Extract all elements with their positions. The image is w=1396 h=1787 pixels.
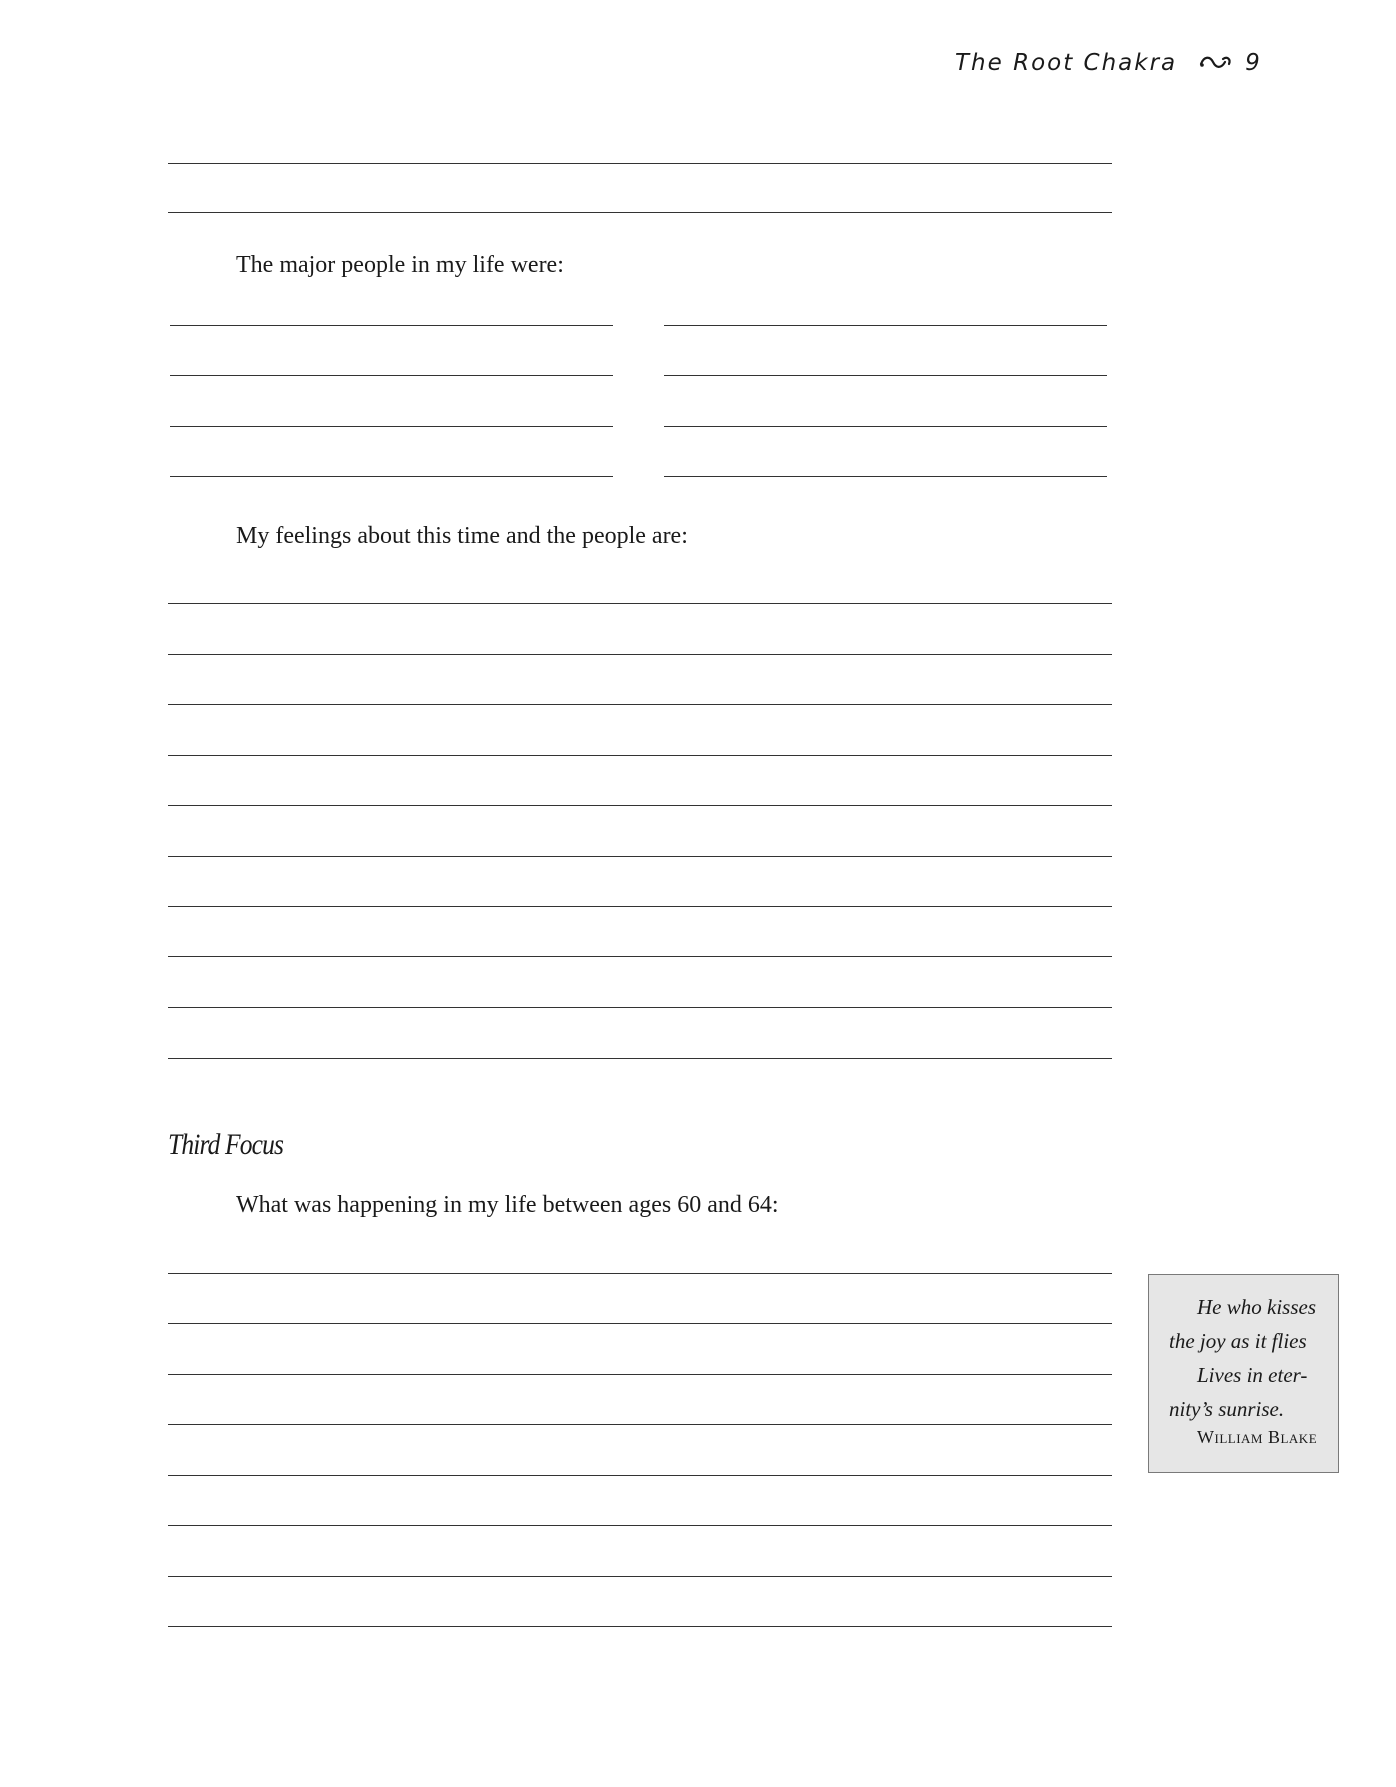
- running-head: [955, 50, 1262, 76]
- writing-line[interactable]: [168, 956, 1112, 957]
- name-line-right[interactable]: [664, 476, 1107, 477]
- quote-box: [1148, 1274, 1339, 1473]
- name-line-left[interactable]: [170, 476, 613, 477]
- running-head-title: The Root Chakra: [955, 50, 1178, 76]
- writing-line[interactable]: [168, 212, 1112, 213]
- page-number: 9: [1245, 50, 1262, 76]
- name-line-left[interactable]: [170, 325, 613, 326]
- name-line-left[interactable]: [170, 426, 613, 427]
- quote-line: Lives in eter-: [1197, 1363, 1308, 1387]
- writing-line[interactable]: [168, 1273, 1112, 1274]
- name-line-right[interactable]: [664, 426, 1107, 427]
- quote-line: nity’s sunrise.: [1169, 1397, 1285, 1421]
- writing-line[interactable]: [168, 654, 1112, 655]
- section-heading: Third Focus: [168, 1128, 284, 1161]
- writing-line[interactable]: [168, 1007, 1112, 1008]
- writing-line[interactable]: [168, 906, 1112, 907]
- writing-line[interactable]: [168, 1475, 1112, 1476]
- writing-line[interactable]: [168, 1525, 1112, 1526]
- writing-line[interactable]: [168, 1576, 1112, 1577]
- quote-attribution: William Blake: [1197, 1427, 1318, 1447]
- prompt-feelings: My feelings about this time and the people are:: [236, 523, 688, 549]
- writing-line[interactable]: [168, 1374, 1112, 1375]
- writing-line[interactable]: [168, 755, 1112, 756]
- writing-line[interactable]: [168, 1424, 1112, 1425]
- writing-line[interactable]: [168, 856, 1112, 857]
- writing-line[interactable]: [168, 805, 1112, 806]
- writing-line[interactable]: [168, 1323, 1112, 1324]
- writing-line[interactable]: [168, 1626, 1112, 1627]
- quote-line: the joy as it flies: [1169, 1329, 1307, 1353]
- writing-line[interactable]: [168, 1058, 1112, 1059]
- name-line-left[interactable]: [170, 375, 613, 376]
- name-line-right[interactable]: [664, 375, 1107, 376]
- quote-line: He who kisses: [1197, 1295, 1316, 1319]
- prompt-major-people: The major people in my life were:: [236, 252, 564, 278]
- writing-line[interactable]: [168, 704, 1112, 705]
- swash-ornament-icon: [1199, 50, 1233, 76]
- writing-line[interactable]: [168, 163, 1112, 164]
- prompt-happening: What was happening in my life between ages 60 and 64:: [236, 1192, 779, 1218]
- writing-line[interactable]: [168, 603, 1112, 604]
- name-line-right[interactable]: [664, 325, 1107, 326]
